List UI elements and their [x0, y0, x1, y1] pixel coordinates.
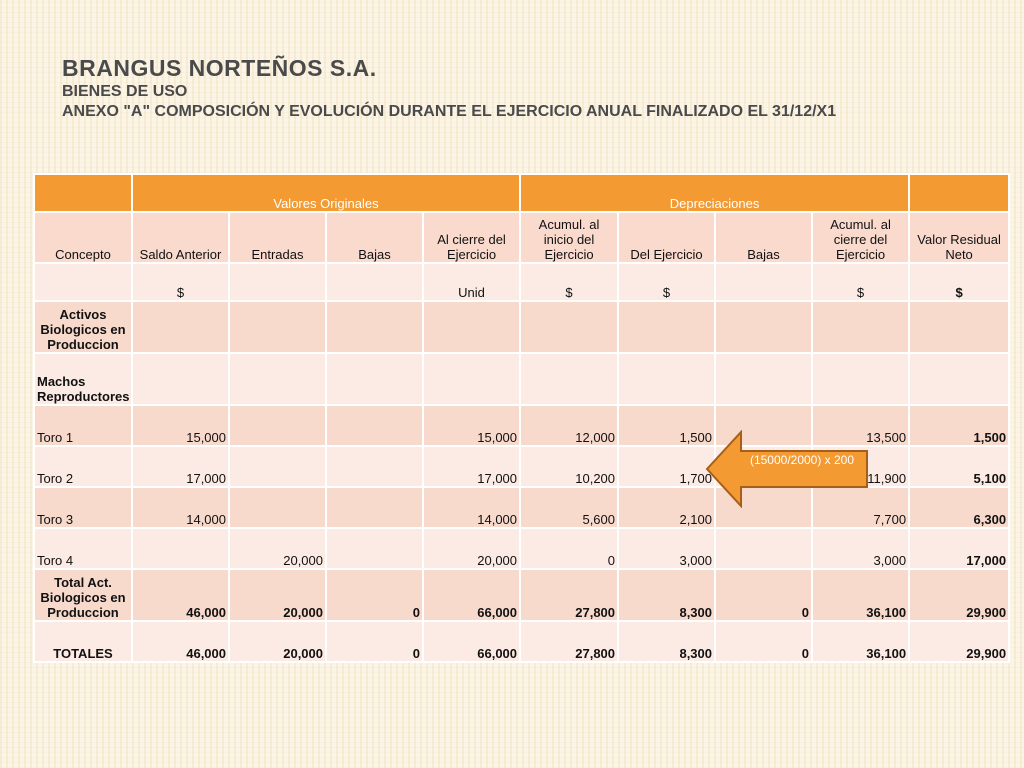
row-total-activos [34, 569, 1009, 621]
group-header-row [34, 174, 1009, 212]
cell: 46,000 [132, 621, 229, 662]
cell [326, 301, 423, 353]
cell: 5,100 [909, 446, 1009, 487]
cell: 10,200 [520, 446, 618, 487]
cell: 7,700 [812, 487, 909, 528]
cell [812, 353, 909, 405]
cell: 66,000 [423, 621, 520, 662]
cell: 1,700 [618, 446, 715, 487]
unit-cell: $ [812, 263, 909, 301]
bienes-de-uso-table [33, 173, 1010, 663]
row-label: Total Act. Biologicos en Produccion [34, 569, 132, 621]
callout-text: (15000/2000) x 200 [749, 453, 855, 467]
cell: 3,000 [618, 528, 715, 569]
cell: 36,100 [812, 569, 909, 621]
column-header: Concepto [34, 212, 132, 263]
cell [229, 446, 326, 487]
cell: 8,300 [618, 621, 715, 662]
cell: 36,100 [812, 621, 909, 662]
unit-cell [34, 263, 132, 301]
row-label: Toro 2 [34, 446, 132, 487]
cell: 0 [326, 621, 423, 662]
cell [326, 528, 423, 569]
cell [909, 353, 1009, 405]
column-header: Bajas [715, 212, 812, 263]
cell: 20,000 [229, 621, 326, 662]
column-header: Valor Residual Neto [909, 212, 1009, 263]
column-header: Saldo Anterior [132, 212, 229, 263]
group-header-blank [34, 174, 132, 212]
cell [715, 353, 812, 405]
cell: 29,900 [909, 621, 1009, 662]
cell [326, 353, 423, 405]
cell [618, 353, 715, 405]
cell [423, 353, 520, 405]
cell [520, 301, 618, 353]
cell [812, 301, 909, 353]
column-header: Acumul. al cierre del Ejercicio [812, 212, 909, 263]
cell: 17,000 [132, 446, 229, 487]
cell [520, 353, 618, 405]
cell: 5,600 [520, 487, 618, 528]
cell: 6,300 [909, 487, 1009, 528]
cell [132, 353, 229, 405]
row-label: Toro 1 [34, 405, 132, 446]
cell: 2,100 [618, 487, 715, 528]
row-label: Toro 3 [34, 487, 132, 528]
cell [132, 528, 229, 569]
slide-annex: ANEXO "A" COMPOSICIÓN Y EVOLUCIÓN DURANTE EL EJERCICIO ANUAL FINALIZADO EL 31/12/X1 [62, 103, 837, 120]
cell: 20,000 [423, 528, 520, 569]
unit-cell: $ [520, 263, 618, 301]
slide-titles [62, 55, 836, 122]
cell [229, 405, 326, 446]
slide-subtitle: BIENES DE USO [62, 83, 188, 100]
cell: 17,000 [909, 528, 1009, 569]
units-row [34, 263, 1009, 301]
row-machos-reproductores [34, 353, 1009, 405]
cell: 1,500 [618, 405, 715, 446]
cell: 27,800 [520, 621, 618, 662]
cell [229, 487, 326, 528]
cell: 46,000 [132, 569, 229, 621]
cell: 14,000 [423, 487, 520, 528]
column-header-row [34, 212, 1009, 263]
cell [229, 301, 326, 353]
unit-cell: $ [909, 263, 1009, 301]
cell: 12,000 [520, 405, 618, 446]
cell: 27,800 [520, 569, 618, 621]
unit-cell: $ [618, 263, 715, 301]
cell: 8,300 [618, 569, 715, 621]
cell [423, 301, 520, 353]
unit-cell: Unid [423, 263, 520, 301]
row-label: Machos Reproductores [34, 353, 132, 405]
cell: 0 [715, 621, 812, 662]
slide-title: BRANGUS NORTEÑOS S.A. [62, 55, 377, 81]
unit-cell [715, 263, 812, 301]
cell [229, 353, 326, 405]
unit-cell: $ [132, 263, 229, 301]
row-label: TOTALES [34, 621, 132, 662]
group-header-blank [909, 174, 1009, 212]
cell: 0 [520, 528, 618, 569]
column-header: Entradas [229, 212, 326, 263]
cell: 66,000 [423, 569, 520, 621]
cell: 11,900 [812, 446, 909, 487]
unit-cell [229, 263, 326, 301]
cell [326, 487, 423, 528]
cell: 14,000 [132, 487, 229, 528]
row-totales [34, 621, 1009, 662]
column-header: Del Ejercicio [618, 212, 715, 263]
row-label: Toro 4 [34, 528, 132, 569]
cell: 3,000 [812, 528, 909, 569]
cell: 0 [715, 569, 812, 621]
group-header-depreciaciones: Depreciaciones [520, 174, 909, 212]
cell: 29,900 [909, 569, 1009, 621]
column-header: Al cierre del Ejercicio [423, 212, 520, 263]
cell: 15,000 [132, 405, 229, 446]
callout-arrow-icon [705, 430, 871, 508]
group-header-originales: Valores Originales [132, 174, 520, 212]
row-activos-biologicos [34, 301, 1009, 353]
cell [618, 301, 715, 353]
row-label: Activos Biologicos en Produccion [34, 301, 132, 353]
cell: 20,000 [229, 528, 326, 569]
cell: 1,500 [909, 405, 1009, 446]
column-header: Bajas [326, 212, 423, 263]
column-header: Acumul. al inicio del Ejercicio [520, 212, 618, 263]
unit-cell [326, 263, 423, 301]
cell [132, 301, 229, 353]
cell [715, 301, 812, 353]
cell: 20,000 [229, 569, 326, 621]
cell [909, 301, 1009, 353]
cell: 17,000 [423, 446, 520, 487]
row-toro-4 [34, 528, 1009, 569]
cell [326, 446, 423, 487]
cell: 13,500 [812, 405, 909, 446]
cell [715, 528, 812, 569]
cell: 0 [326, 569, 423, 621]
cell: 15,000 [423, 405, 520, 446]
cell [326, 405, 423, 446]
